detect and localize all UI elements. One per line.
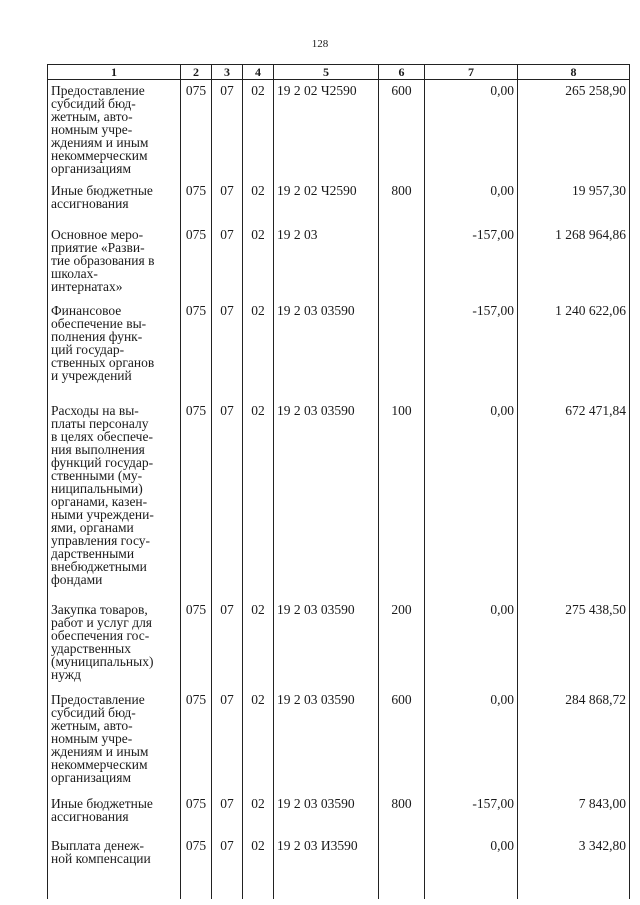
column-header: 1 xyxy=(48,65,181,80)
row-name-line: органами, казен- xyxy=(51,494,148,509)
cell-c5: 19 2 03 03590 xyxy=(274,599,379,689)
column-header: 7 xyxy=(425,65,518,80)
cell-c7: 0,00 xyxy=(425,80,518,181)
row-name-line: некоммерческим xyxy=(51,757,148,772)
row-name-cell xyxy=(48,224,181,300)
row-name-line: Предоставление xyxy=(51,692,145,707)
cell-c6: 100 xyxy=(379,400,425,599)
row-name-line: Финансовое xyxy=(51,303,122,318)
cell-c2: 075 xyxy=(181,400,212,599)
cell-c3: 07 xyxy=(212,180,243,224)
row-name-line: ждениям и иным xyxy=(51,135,149,150)
budget-table xyxy=(47,64,630,899)
cell-c7: 0,00 xyxy=(425,180,518,224)
cell-c8: 672 471,84 xyxy=(518,400,630,599)
column-header: 4 xyxy=(243,65,274,80)
row-name-line: ными учреждени- xyxy=(51,507,154,522)
cell-c4: 02 xyxy=(243,80,274,181)
cell-c7: 0,00 xyxy=(425,835,518,899)
cell-c8: 275 438,50 xyxy=(518,599,630,689)
cell-c4: 02 xyxy=(243,793,274,835)
cell-c7: 0,00 xyxy=(425,400,518,599)
cell-c3: 07 xyxy=(212,599,243,689)
cell-c3: 07 xyxy=(212,400,243,599)
row-name-line: ассигнования xyxy=(51,196,129,211)
table-row xyxy=(48,689,630,793)
row-name-line: ственными (му- xyxy=(51,468,143,483)
cell-c5: 19 2 03 03590 xyxy=(274,400,379,599)
row-name-line: Иные бюджетные xyxy=(51,796,153,811)
column-header: 3 xyxy=(212,65,243,80)
row-name-cell xyxy=(48,80,181,181)
cell-c7: -157,00 xyxy=(425,793,518,835)
row-name-line: полнения функ- xyxy=(51,329,143,344)
table-body xyxy=(48,80,630,900)
row-name-line: управления госу- xyxy=(51,533,151,548)
cell-c5: 19 2 03 xyxy=(274,224,379,300)
cell-c2: 075 xyxy=(181,835,212,899)
row-name-line: платы персоналу xyxy=(51,416,149,431)
cell-c2: 075 xyxy=(181,180,212,224)
cell-c4: 02 xyxy=(243,180,274,224)
table-header-row xyxy=(48,65,630,80)
cell-c8: 284 868,72 xyxy=(518,689,630,793)
cell-c2: 075 xyxy=(181,689,212,793)
cell-c2: 075 xyxy=(181,80,212,181)
row-name-line: ями, органами xyxy=(51,520,134,535)
row-name-line: ждениям и иным xyxy=(51,744,149,759)
cell-c7: 0,00 xyxy=(425,599,518,689)
cell-c6 xyxy=(379,835,425,899)
table-row xyxy=(48,300,630,400)
cell-c7: -157,00 xyxy=(425,224,518,300)
column-header: 6 xyxy=(379,65,425,80)
row-name-line: номным учре- xyxy=(51,122,133,137)
cell-c6: 800 xyxy=(379,180,425,224)
row-name-line: ной компенсации xyxy=(51,851,151,866)
cell-c3: 07 xyxy=(212,300,243,400)
row-name-line: работ и услуг для xyxy=(51,615,153,630)
page-number: 128 xyxy=(311,38,329,50)
cell-c6 xyxy=(379,224,425,300)
cell-c4: 02 xyxy=(243,224,274,300)
row-name-line: приятие «Разви- xyxy=(51,240,145,255)
cell-c2: 075 xyxy=(181,224,212,300)
row-name-line: ниципальными) xyxy=(51,481,143,496)
row-name-line: обеспечение вы- xyxy=(51,316,147,331)
row-name-line: ния выполнения xyxy=(51,442,145,457)
cell-c3: 07 xyxy=(212,793,243,835)
cell-c6: 200 xyxy=(379,599,425,689)
row-name-line: организациям xyxy=(51,770,132,785)
table-row xyxy=(48,180,630,224)
column-header: 2 xyxy=(181,65,212,80)
row-name-line: ударственных xyxy=(51,641,131,656)
row-name-cell xyxy=(48,400,181,599)
row-name-line: ственных органов xyxy=(51,355,155,370)
column-header: 8 xyxy=(518,65,630,80)
cell-c8: 265 258,90 xyxy=(518,80,630,181)
cell-c4: 02 xyxy=(243,400,274,599)
cell-c3: 07 xyxy=(212,80,243,181)
table-row xyxy=(48,224,630,300)
row-name-line: тие образования в xyxy=(51,253,155,268)
cell-c4: 02 xyxy=(243,599,274,689)
row-name-line: Закупка товаров, xyxy=(51,602,148,617)
row-name-line: некоммерческим xyxy=(51,148,148,163)
table-row xyxy=(48,793,630,835)
row-name-cell xyxy=(48,599,181,689)
row-name-cell xyxy=(48,793,181,835)
column-header: 5 xyxy=(274,65,379,80)
row-name-cell xyxy=(48,180,181,224)
cell-c5: 19 2 03 03590 xyxy=(274,689,379,793)
cell-c8: 19 957,30 xyxy=(518,180,630,224)
cell-c8: 1 268 964,86 xyxy=(518,224,630,300)
row-name-line: номным учре- xyxy=(51,731,133,746)
cell-c6 xyxy=(379,300,425,400)
table-row xyxy=(48,80,630,181)
cell-c2: 075 xyxy=(181,793,212,835)
row-name-line: ций государ- xyxy=(51,342,125,357)
row-name-cell xyxy=(48,689,181,793)
cell-c8: 3 342,80 xyxy=(518,835,630,899)
row-name-line: внебюджетными xyxy=(51,559,147,574)
row-name-line: дарственными xyxy=(51,546,135,561)
cell-c5: 19 2 02 Ч2590 xyxy=(274,180,379,224)
cell-c3: 07 xyxy=(212,689,243,793)
row-name-line: (муниципальных) xyxy=(51,654,154,669)
cell-c4: 02 xyxy=(243,300,274,400)
row-name-cell xyxy=(48,300,181,400)
row-name-line: и учреждений xyxy=(51,368,132,383)
row-name-line: фондами xyxy=(51,572,103,587)
cell-c6: 800 xyxy=(379,793,425,835)
row-name-line: жетным, авто- xyxy=(51,109,133,124)
row-name-line: в целях обеспече- xyxy=(51,429,153,444)
cell-c2: 075 xyxy=(181,300,212,400)
row-name-line: обеспечения гос- xyxy=(51,628,150,643)
cell-c7: 0,00 xyxy=(425,689,518,793)
cell-c5: 19 2 03 03590 xyxy=(274,300,379,400)
row-name-line: Предоставление xyxy=(51,83,145,98)
row-name-line: интернатах» xyxy=(51,279,123,294)
cell-c6: 600 xyxy=(379,80,425,181)
row-name-line: субсидий бюд- xyxy=(51,96,136,111)
cell-c5: 19 2 02 Ч2590 xyxy=(274,80,379,181)
row-name-line: Основное меро- xyxy=(51,227,144,242)
row-name-line: организациям xyxy=(51,161,132,176)
cell-c4: 02 xyxy=(243,689,274,793)
row-name-line: функций государ- xyxy=(51,455,154,470)
row-name-line: ассигнования xyxy=(51,809,129,824)
row-name-cell xyxy=(48,835,181,899)
row-name-line: Выплата денеж- xyxy=(51,838,145,853)
cell-c8: 7 843,00 xyxy=(518,793,630,835)
cell-c5: 19 2 03 И3590 xyxy=(274,835,379,899)
table-row xyxy=(48,835,630,899)
cell-c2: 075 xyxy=(181,599,212,689)
cell-c4: 02 xyxy=(243,835,274,899)
cell-c8: 1 240 622,06 xyxy=(518,300,630,400)
row-name-line: жетным, авто- xyxy=(51,718,133,733)
cell-c7: -157,00 xyxy=(425,300,518,400)
cell-c3: 07 xyxy=(212,835,243,899)
table-row xyxy=(48,599,630,689)
row-name-line: нужд xyxy=(51,667,81,682)
table-row xyxy=(48,400,630,599)
row-name-line: Иные бюджетные xyxy=(51,183,153,198)
cell-c3: 07 xyxy=(212,224,243,300)
cell-c5: 19 2 03 03590 xyxy=(274,793,379,835)
row-name-line: субсидий бюд- xyxy=(51,705,136,720)
row-name-line: школах- xyxy=(51,266,98,281)
cell-c6: 600 xyxy=(379,689,425,793)
row-name-line: Расходы на вы- xyxy=(51,403,139,418)
